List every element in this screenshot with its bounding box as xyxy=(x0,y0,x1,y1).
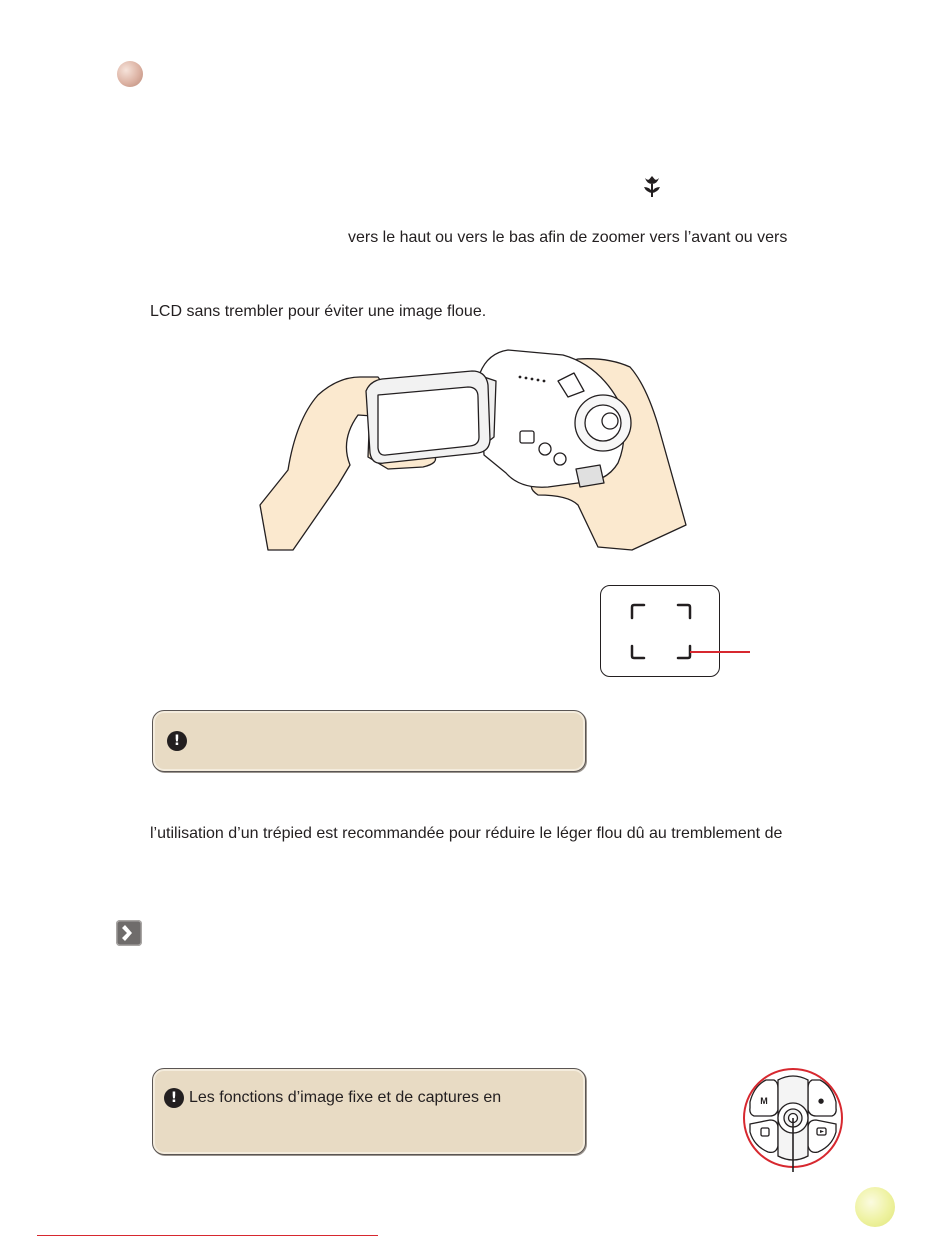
lcd-instruction-text: LCD sans trembler pour éviter une image floue. xyxy=(150,303,487,320)
warning-exclamation-icon: ! xyxy=(164,1088,184,1108)
warning-exclamation-icon: ! xyxy=(167,731,187,751)
focus-frame-callout-line xyxy=(690,651,750,653)
focus-frame-diagram xyxy=(600,585,720,677)
control-pad-mode-label: M xyxy=(760,1096,768,1106)
still-capture-note-box xyxy=(152,1068,586,1155)
macro-flower-icon xyxy=(641,175,663,199)
footer-rule xyxy=(37,1235,378,1236)
warning-note-box xyxy=(152,710,586,772)
still-capture-note-text: Les fonctions d’image fixe et de captures en xyxy=(189,1089,502,1106)
page-number-badge xyxy=(855,1187,895,1227)
zoom-instruction-text: vers le haut ou vers le bas afin de zoomer vers l’avant ou vers xyxy=(348,229,788,246)
control-pad-icon xyxy=(740,1066,846,1174)
section-bullet-icon xyxy=(117,61,143,87)
control-pad-record-label: ● xyxy=(817,1097,825,1105)
camcorder-handheld-illustration xyxy=(258,345,698,555)
tripod-recommendation-text: l’utilisation d’un trépied est recommandée pour réduire le léger flou dû au tremblement de xyxy=(150,825,783,842)
chevron-right-icon xyxy=(116,920,142,946)
